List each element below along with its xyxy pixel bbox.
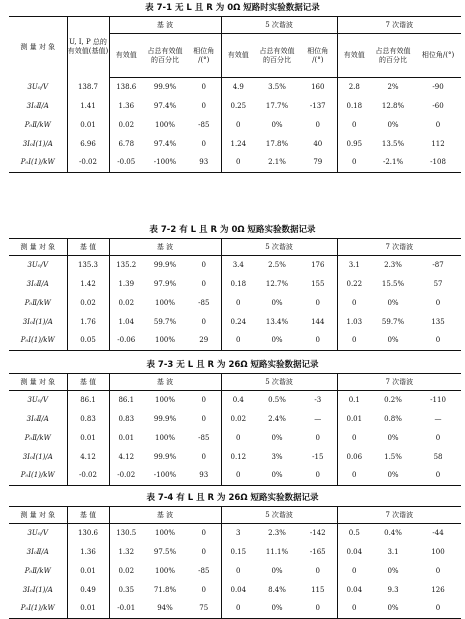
percent-of-total-header: 占总有效值的百分比 [255,34,299,78]
table-cell: 0 [315,120,321,129]
table-cell: 2.3% [384,260,402,269]
table-cell: 100% [154,298,175,307]
table-cell: 100% [143,332,187,351]
table-cell: 0 [201,547,206,556]
table-cell: 0.18 [337,97,371,116]
table-cell: 0% [387,433,399,442]
table-cell: -100% [143,467,187,486]
table-cell: 2.5% [268,260,286,269]
table-cell: 0.5 [337,524,371,543]
table-cell: 97.4% [153,101,177,110]
table-cell: 0 [201,414,206,423]
row-label: P₀Ⅱ/kW [24,433,51,442]
header-row [9,374,461,391]
table-cell: 1.04 [109,313,143,332]
table-cell: 0% [255,467,299,486]
table-cell: 0.01 [67,600,109,619]
table-cell: 0 [221,332,255,351]
row-label: P₀Ⅱ/kW [24,298,51,307]
table-cell: 0 [337,562,371,581]
table-cell: 0 [337,467,371,486]
group-header-fundamental: 基 波 [109,507,221,524]
table-cell: 17.7% [265,101,289,110]
table-cell: 138.7 [67,78,109,97]
table-cell: -0.05 [109,154,143,173]
phase-angle-header: 相位角/(°) [415,34,461,78]
table-cell: 138.6 [109,78,143,97]
table-cell: 0.04 [221,581,255,600]
table-cell: 97.4% [153,139,177,148]
table-cell: 0% [387,298,399,307]
rms-value-header: 有效值 [221,34,255,78]
table-cell: 0 [201,317,206,326]
table-cell: -108 [415,154,461,173]
group-header-harmonic7: 7 次谐波 [337,507,461,524]
table-cell: 100% [154,566,175,575]
table-row [9,116,461,135]
data-table [9,238,461,351]
measure-column-header: 测 量 对 象 [9,507,67,524]
table-cell: 8.4% [268,585,286,594]
table-cell: 6.78 [109,135,143,154]
group-header-harmonic5: 5 次谐波 [221,239,337,256]
table-cell: 0 [221,154,255,173]
table-row [9,97,461,116]
table-cell: 0 [299,600,337,619]
data-table [9,16,461,173]
table-cell: -137 [309,101,326,110]
table-cell: 1.5% [384,452,402,461]
table-cell: -90 [432,82,444,91]
table-cell: 135 [431,317,445,326]
table-cell: 130.5 [109,524,143,543]
table-cell: 0 [221,562,255,581]
group-header-harmonic5: 5 次谐波 [221,374,337,391]
table-cell: 0 [201,82,206,91]
table-cell: 0 [221,600,255,619]
table-cell: -142 [309,528,326,537]
table-cell: 17.8% [265,139,289,148]
table-cell: 1.03 [337,313,371,332]
table-cell: 100 [431,547,445,556]
table-cell: 1.39 [109,275,143,294]
table-cell: 99.9% [153,260,177,269]
table-cell: 0% [271,298,283,307]
table-cell: -85 [198,120,210,129]
total-value-header: 基 值 [67,374,109,391]
table-cell: 0.01 [67,562,109,581]
table-cell: 0 [201,139,206,148]
table-cell: 6.96 [67,135,109,154]
table-cell: 3.1 [337,256,371,275]
table-cell: -44 [432,528,444,537]
table-cell: 0 [415,600,461,619]
table-cell: 0 [435,433,441,442]
table-cell: 11.1% [265,547,289,556]
phase-angle-header: 相位角 /(°) [299,34,337,78]
table-row [9,524,461,543]
table-cell: 4.12 [67,448,109,467]
table-cell: 0% [371,600,415,619]
table-cell: 71.8% [153,585,177,594]
header-row [9,17,461,34]
table-caption: 表 7-3 无 L 且 R 为 26Ω 短路实验数据记录 [146,360,319,370]
table-cell: — [434,414,442,423]
table-cell: 0.25 [221,97,255,116]
table-cell: 0.18 [221,275,255,294]
table-row [9,256,461,275]
table-cell: 0 [337,429,371,448]
table-cell: 0% [271,566,283,575]
table-cell: 0 [221,116,255,135]
table-cell: 1.36 [109,97,143,116]
table-cell: 0.24 [221,313,255,332]
table-cell: 15.5% [381,279,405,288]
table-cell: 0 [315,298,321,307]
row-label: 3I₀Ⅰ(1)/A [22,139,53,148]
table-cell: -87 [432,260,444,269]
table-cell: 0% [255,332,299,351]
table-cell: 1.42 [67,275,109,294]
table-cell: 0.83 [109,410,143,429]
row-label: P₀Ⅰ(1)/kW [9,332,67,351]
table-cell: 0 [315,566,321,575]
table-cell: -3 [314,395,322,404]
table-cell: -85 [198,433,210,442]
table-cell: -15 [312,452,324,461]
table-cell: 4.9 [221,78,255,97]
table-cell: 12.7% [265,279,289,288]
table-cell: 0.05 [67,332,109,351]
table-cell: 86.1 [67,391,109,410]
table-cell: 0 [221,429,255,448]
table-row [9,581,461,600]
table-cell: 0.01 [109,429,143,448]
row-label: 3I₀Ⅱ/A [26,414,49,423]
table-cell: 115 [311,585,325,594]
table-cell: 0.12 [221,448,255,467]
table-cell: 144 [311,317,325,326]
table-cell: 0.49 [67,581,109,600]
table-cell: 0.01 [67,429,109,448]
table-cell: 12.8% [381,101,405,110]
table-row [9,391,461,410]
table-cell: 0 [337,600,371,619]
table-cell: 0 [435,120,441,129]
table-cell: 2.4% [268,414,286,423]
table-cell: 93 [187,154,221,173]
table-row [9,600,461,619]
table-row [9,154,461,173]
table-cell: 0 [201,101,206,110]
table-cell: 40 [313,139,323,148]
table-cell: 57 [433,279,443,288]
total-value-header: 基 值 [67,507,109,524]
table-row [9,543,461,562]
table-cell: 0 [337,116,371,135]
table-cell: 126 [431,585,445,594]
header-row [9,507,461,524]
table-cell: 1.76 [67,313,109,332]
table-cell: 176 [311,260,325,269]
table-cell: 135.2 [109,256,143,275]
row-label: 3U₀/V [27,528,49,537]
table-cell: 3% [271,452,283,461]
table-cell: -0.02 [67,467,109,486]
table-row [9,467,461,486]
table-cell: -0.02 [67,154,109,173]
table-row [9,562,461,581]
table-cell: 0.02 [109,562,143,581]
table-cell: -0.02 [109,467,143,486]
table-cell: 99.9% [153,414,177,423]
measure-column-header: 测 量 对 象 [9,374,67,391]
table-cell: 0% [371,332,415,351]
table-row [9,429,461,448]
table-row [9,294,461,313]
table-row [9,448,461,467]
table-cell: 0 [201,279,206,288]
table-cell: 59.7% [381,317,405,326]
table-cell: 4.12 [109,448,143,467]
row-label: 3I₀Ⅰ(1)/A [22,317,53,326]
table-cell: 130.6 [67,524,109,543]
table-cell: 0.01 [337,410,371,429]
table-cell: 0% [387,120,399,129]
table-cell: 0 [299,467,337,486]
group-header-harmonic5: 5 次谐波 [221,17,337,34]
table-cell: -0.06 [109,332,143,351]
table-cell: 86.1 [109,391,143,410]
table-cell: 1.41 [67,97,109,116]
row-label: 3U₀/V [27,260,49,269]
table-caption: 表 7-4 有 L 且 R 为 26Ω 短路实验数据记录 [146,493,319,503]
table-cell: 0.22 [337,275,371,294]
row-label: 3I₀Ⅱ/A [26,101,49,110]
table-cell: 0 [201,452,206,461]
table-cell: 58 [433,452,443,461]
table-cell: 0 [337,294,371,313]
measure-column-header: 测 量 对 象 [9,239,67,256]
table-cell: 0.4 [221,391,255,410]
table-cell: 0.8% [384,414,402,423]
row-label: 3U₀/V [27,395,49,404]
table-cell: 100% [154,395,175,404]
table-cell: 0 [337,154,371,173]
table-cell: 0 [201,585,206,594]
table-cell: 0% [255,600,299,619]
table-cell: 0.04 [337,581,371,600]
group-header-harmonic7: 7 次谐波 [337,374,461,391]
table-cell: 2.1% [255,154,299,173]
table-cell: 29 [187,332,221,351]
header-row [9,239,461,256]
row-label: 3I₀Ⅱ/A [26,279,49,288]
row-label: 3I₀Ⅱ/A [26,547,49,556]
table-cell: 0.35 [109,581,143,600]
table-cell: 2.3% [268,528,286,537]
table-cell: 99.9% [153,452,177,461]
table-cell: 0 [435,298,441,307]
table-cell: 2.8 [337,78,371,97]
table-cell: 135.3 [67,256,109,275]
table-cell: 0% [271,120,283,129]
group-header-fundamental: 基 波 [109,17,221,34]
row-label: P₀Ⅰ(1)/kW [9,467,67,486]
table-cell: — [314,414,322,423]
table-row [9,332,461,351]
table-cell: 0.83 [67,410,109,429]
table-cell: 13.4% [265,317,289,326]
table-cell: 2% [387,82,399,91]
table-cell: 0 [221,294,255,313]
table-cell: 94% [143,600,187,619]
table-cell: 0.02 [67,294,109,313]
table-cell: 0.01 [67,116,109,135]
row-label: P₀Ⅱ/kW [24,566,51,575]
row-label: 3I₀Ⅰ(1)/A [22,585,53,594]
table-row [9,78,461,97]
row-label: P₀Ⅰ(1)/kW [9,600,67,619]
row-label: 3U₀/V [27,82,49,91]
table-cell: -85 [198,566,210,575]
table-cell: 1.32 [109,543,143,562]
table-cell: 0.2% [384,395,402,404]
table-cell: 112 [431,139,445,148]
table-cell: 0 [201,528,206,537]
table-row [9,135,461,154]
measure-column-header: 测 量 对 象 [9,17,67,78]
table-cell: 93 [187,467,221,486]
table-cell: -2.1% [371,154,415,173]
table-cell: 0 [415,467,461,486]
table-cell: 97.9% [153,279,177,288]
table-cell: 1.36 [67,543,109,562]
table-cell: 0.4% [384,528,402,537]
table-cell: 0% [387,566,399,575]
table-cell: 79 [299,154,337,173]
table-cell: 3.4 [221,256,255,275]
table-cell: 100% [154,528,175,537]
table-cell: 100% [154,433,175,442]
row-label: 3I₀Ⅰ(1)/A [22,452,53,461]
table-cell: 100% [154,120,175,129]
table-cell: 1.24 [221,135,255,154]
group-header-fundamental: 基 波 [109,239,221,256]
table-cell: 3.5% [268,82,286,91]
row-label: P₀Ⅰ(1)/kW [9,154,67,173]
table-cell: 0.1 [337,391,371,410]
table-cell: 0 [201,395,206,404]
percent-of-total-header: 占总有效值的百分比 [143,34,187,78]
table-cell: -100% [143,154,187,173]
rms-value-header: 有效值 [109,34,143,78]
table-cell: 155 [311,279,325,288]
group-header-harmonic7: 7 次谐波 [337,239,461,256]
total-value-header: U, I, P 总的有效值(基值) [67,17,109,78]
table-cell: 59.7% [153,317,177,326]
table-cell: 0.15 [221,543,255,562]
data-table [9,373,461,486]
table-cell: 75 [187,600,221,619]
table-cell: 0 [221,467,255,486]
table-cell: 0 [415,332,461,351]
table-cell: 0 [299,332,337,351]
table-cell: 0.02 [109,294,143,313]
table-row [9,313,461,332]
group-header-harmonic5: 5 次谐波 [221,507,337,524]
phase-angle-header: 相位角 /(°) [187,34,221,78]
table-caption: 表 7-1 无 L 且 R 为 0Ω 短路时实验数据记录 [145,3,320,13]
table-cell: 9.3 [387,585,399,594]
table-cell: 0.02 [109,116,143,135]
table-cell: 0% [271,433,283,442]
total-value-header: 基 值 [67,239,109,256]
table-cell: 0.06 [337,448,371,467]
table-caption: 表 7-2 有 L 且 R 为 0Ω 短路实验数据记录 [149,225,316,235]
table-cell: 0.04 [337,543,371,562]
rms-value-header: 有效值 [337,34,371,78]
table-cell: 99.9% [153,82,177,91]
table-cell: 97.5% [153,547,177,556]
table-cell: 3.1 [387,547,399,556]
table-cell: 0.95 [337,135,371,154]
table-cell: 0 [337,332,371,351]
table-cell: 3 [221,524,255,543]
data-table [9,506,461,619]
table-cell: 0 [435,566,441,575]
table-cell: -0.01 [109,600,143,619]
table-cell: 13.5% [381,139,405,148]
group-header-harmonic7: 7 次谐波 [337,17,461,34]
table-cell: -110 [430,395,446,404]
table-cell: -60 [432,101,444,110]
table-cell: 0 [315,433,321,442]
percent-of-total-header: 占总有效值的百分比 [371,34,415,78]
table-cell: -165 [309,547,326,556]
table-cell: 0.02 [221,410,255,429]
table-cell: 0% [371,467,415,486]
row-label: P₀Ⅱ/kW [24,120,51,129]
table-cell: 0.5% [268,395,286,404]
table-cell: 160 [311,82,325,91]
table-cell: -85 [198,298,210,307]
table-row [9,410,461,429]
table-row [9,275,461,294]
group-header-fundamental: 基 波 [109,374,221,391]
table-cell: 0 [201,260,206,269]
